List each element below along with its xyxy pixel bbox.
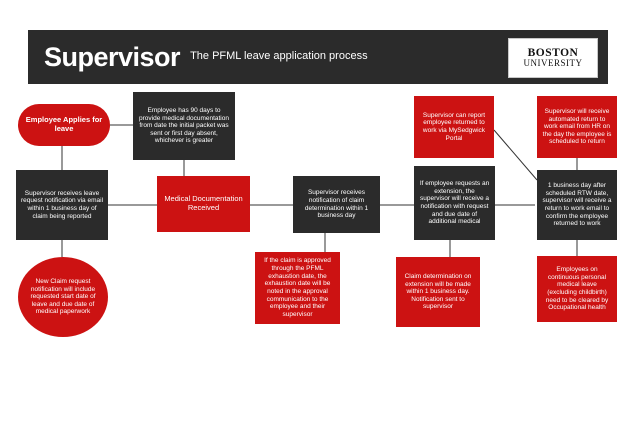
node-label: Employee Applies for leave xyxy=(25,115,103,133)
node-medical-documentation-received[interactable] xyxy=(157,176,250,232)
node-label: Employees on continuous personal medical leave (excluding childbirth) need to be cleared by Occupational health xyxy=(545,266,609,312)
node-employee-requests-extension[interactable] xyxy=(414,166,495,240)
node-label: Claim determination on extension will be made within 1 business day. Notification sent to supervisor xyxy=(404,272,472,311)
node-employee-90-days[interactable] xyxy=(133,92,235,160)
node-employee-applies[interactable] xyxy=(18,104,110,146)
node-continuous-leave-clearance[interactable] xyxy=(537,256,617,322)
node-supervisor-receives-request[interactable] xyxy=(16,170,108,240)
node-label: Supervisor receives notification of claim determination within 1 business day xyxy=(304,189,369,220)
node-claim-approved-exhaustion[interactable] xyxy=(255,252,340,324)
node-label: New Claim request notification will include requested start date of leave and due date of medical paperwork xyxy=(30,277,96,316)
node-supervisor-claim-determination-notice[interactable] xyxy=(293,176,380,233)
node-label: Supervisor can report employee returned to work via MySedgwick Portal xyxy=(422,111,486,142)
logo-line-2: UNIVERSITY xyxy=(523,58,583,69)
logo-line-1: BOSTON xyxy=(527,47,579,60)
node-supervisor-report-rtw[interactable] xyxy=(414,96,494,158)
page-subtitle: The PFML leave application process xyxy=(190,50,368,62)
node-supervisor-automated-email[interactable] xyxy=(537,96,617,158)
node-label: If employee requests an extension, the supervisor will receive a notification with request and due date of additional medical xyxy=(419,180,490,226)
node-label: Employee has 90 days to provide medical documentation from date the initial packet was sent or first day absent, whichever is greater xyxy=(139,106,229,145)
node-label: If the claim is approved through the PFML exhaustion date, the exhaustion date will be noted in the approval communication to the employee and their supervisor xyxy=(264,257,331,318)
node-rtw-one-business-day[interactable] xyxy=(537,170,617,240)
page-title: Supervisor xyxy=(44,41,181,72)
node-new-claim-request-details[interactable] xyxy=(18,257,108,337)
node-claim-determination-extension[interactable] xyxy=(396,257,480,327)
node-label: 1 business day after scheduled RTW date, supervisor will receive a return to work email to confirm the employee returned to work xyxy=(542,182,612,228)
node-label: Supervisor receives leave request notification via email within 1 business day of claim being reported xyxy=(21,189,104,220)
node-label: Medical Documentation Received xyxy=(164,194,243,212)
node-label: Supervisor will receive automated return to work email from HR on the day the employee is scheduled to return xyxy=(542,107,612,146)
